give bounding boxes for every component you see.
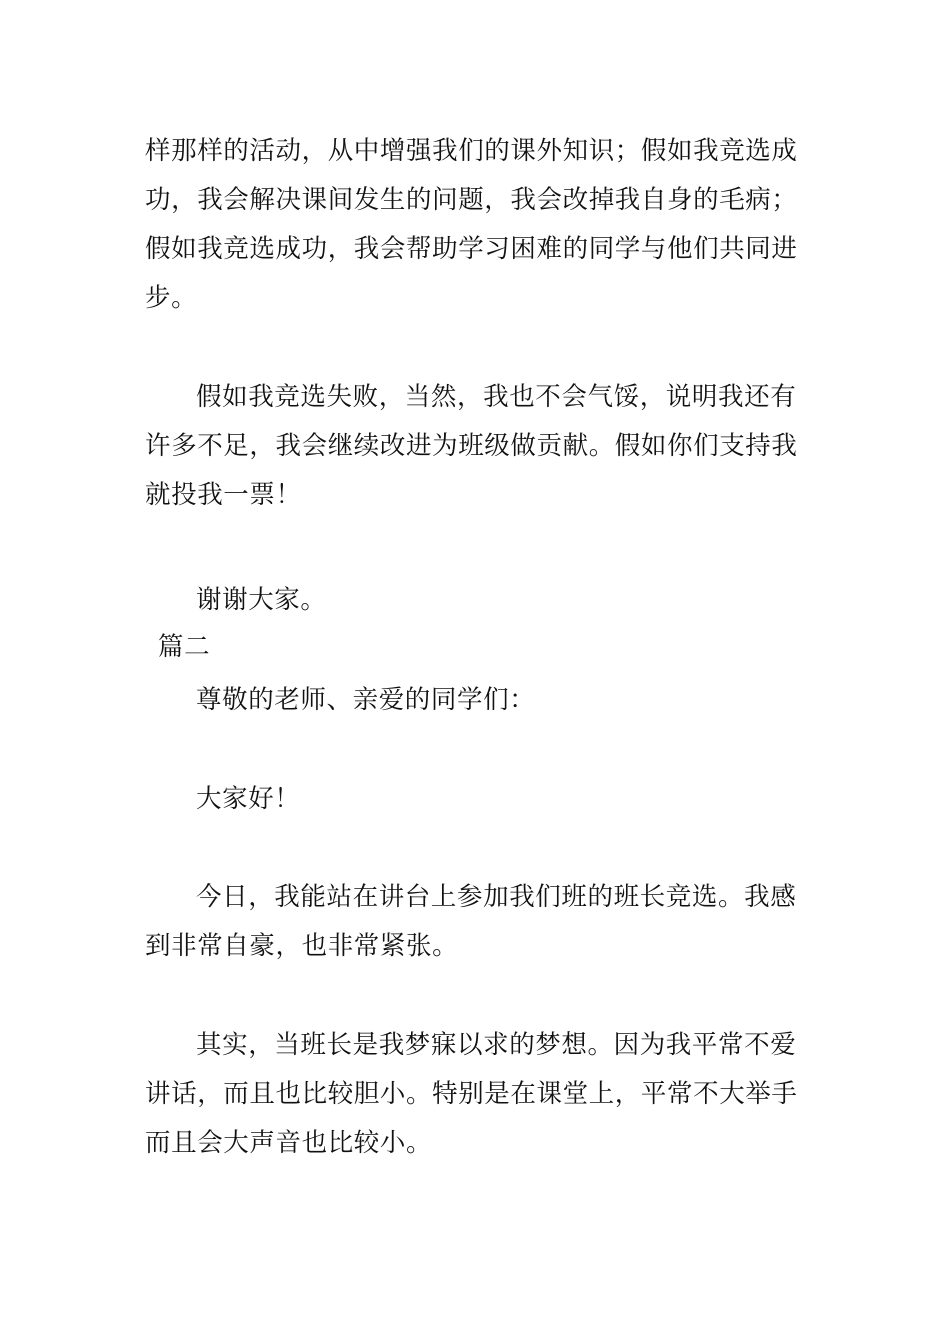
- paragraph-activities: [145, 127, 807, 323]
- text-line: 假如我竞选成功，我会帮助学习困难的同学与他们共同进: [145, 234, 798, 264]
- text-line: 今日，我能站在讲台上参加我们班的班长竞选。我感: [196, 882, 797, 912]
- text-line: 到非常自豪，也非常紧张。: [145, 931, 459, 961]
- section-heading: 篇二: [158, 632, 211, 662]
- text-line: 其实，当班长是我梦寐以求的梦想。因为我平常不爱: [196, 1030, 797, 1060]
- text-line: 尊敬的老师、亲爱的同学们：: [196, 685, 536, 715]
- text-line: 讲话，而且也比较胆小。特别是在课堂上，平常不大举手: [145, 1079, 798, 1109]
- paragraph-thanks: [145, 576, 807, 625]
- text-line: 就投我一票！: [145, 480, 302, 510]
- text-line: 而且会大声音也比较小。: [145, 1128, 433, 1158]
- text-line: 功，我会解决课间发生的问题，我会改掉我自身的毛病；: [145, 185, 798, 215]
- paragraph-if-fail: [145, 373, 807, 520]
- text-line: 谢谢大家。: [196, 585, 327, 615]
- text-line: 假如我竞选失败，当然，我也不会气馁，说明我还有: [196, 382, 797, 412]
- paragraph-dream: [145, 1021, 807, 1168]
- text-line: 大家好！: [196, 784, 301, 814]
- paragraph-today: [145, 873, 807, 971]
- text-line: 样那样的活动，从中增强我们的课外知识；假如我竞选成: [145, 136, 798, 166]
- paragraph-greeting: [145, 775, 807, 824]
- text-line: 许多不足，我会继续改进为班级做贡献。假如你们支持我: [145, 431, 798, 461]
- paragraph-salutation: [145, 676, 807, 725]
- text-line: 步。: [145, 283, 198, 313]
